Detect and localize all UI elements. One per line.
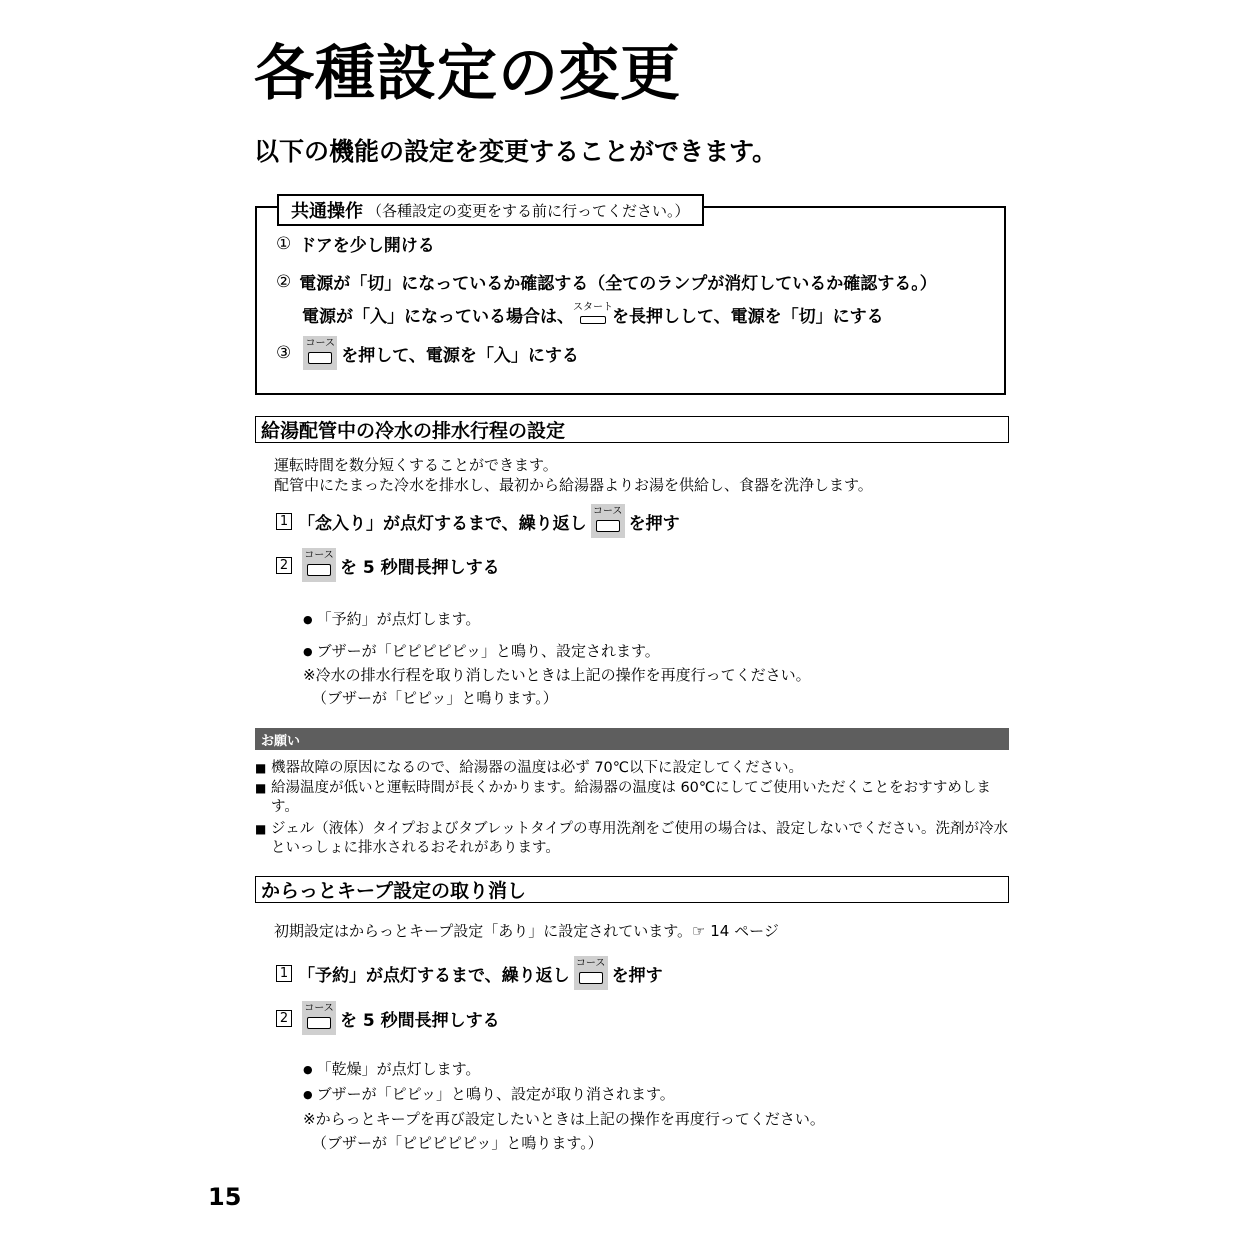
section1-intro-line-1: 運転時間を数分短くすることができます。 bbox=[274, 456, 558, 474]
key-label: コース bbox=[304, 550, 334, 561]
page-title: 各種設定の変更 bbox=[254, 39, 681, 109]
common-step-2 bbox=[276, 269, 937, 294]
request-text: 機器故障の原因になるので、給湯器の温度は必ず 70℃以下に設定してください。 bbox=[271, 760, 804, 776]
common-label-main: 共通操作 bbox=[291, 201, 363, 222]
page-subtitle: 以下の機能の設定を変更することができます。 bbox=[254, 137, 778, 166]
course-key-icon bbox=[302, 1001, 336, 1035]
section2-intro: 初期設定はからっとキープ設定「あり」に設定されています。☞ 14 ページ bbox=[274, 922, 779, 940]
key-label: コース bbox=[592, 506, 623, 517]
section1-intro-line-2: 配管中にたまった冷水を排水し、最初から給湯器よりお湯を供給し、食器を洗浄します。 bbox=[274, 476, 873, 494]
request-text: ジェル（液体）タイプおよびタブレットタイプの専用洗剤をご使用の場合は、設定しないでください。洗剤が冷水といっしょに排水されるおそれがあります。 bbox=[271, 821, 1009, 856]
step-text: 「予約」が点灯するまで、繰り返し bbox=[298, 965, 570, 986]
square-bullet-icon: ■ bbox=[255, 761, 267, 775]
square-bullet-icon: ■ bbox=[255, 781, 267, 795]
request-item-1 bbox=[255, 759, 1011, 778]
section1-step-1 bbox=[276, 504, 680, 538]
step-number-box: 2 bbox=[276, 1010, 292, 1027]
section1-remark-2: （ブザーが「ピピッ」と鳴ります。） bbox=[312, 689, 558, 707]
course-key-icon bbox=[574, 956, 608, 990]
section2-note-2: ● ブザーが「ピピッ」と鳴り、設定が取り消されます。 bbox=[303, 1083, 675, 1104]
step-number: ② bbox=[276, 271, 292, 292]
request-header: お願い bbox=[255, 728, 1009, 750]
step-number: ① bbox=[276, 233, 292, 254]
section2-note-1: ● 「乾燥」が点灯します。 bbox=[303, 1058, 480, 1079]
common-label-sub: （各種設定の変更をする前に行ってください。） bbox=[367, 201, 690, 220]
step-text: 電源が「入」になっている場合は、 bbox=[302, 306, 574, 327]
section1-step-2 bbox=[276, 548, 500, 582]
key-label: コース bbox=[575, 958, 606, 969]
step-text: を 5 秒間長押しする bbox=[340, 1010, 500, 1031]
common-step-2-sub bbox=[302, 300, 884, 328]
section1-note-2: ● ブザーが「ピピピピピッ」と鳴り、設定されます。 bbox=[303, 640, 660, 661]
course-key-icon bbox=[303, 336, 337, 370]
key-label: スタート bbox=[573, 302, 613, 313]
section2-remark-1: ※からっとキープを再び設定したいときは上記の操作を再度行ってください。 bbox=[303, 1110, 825, 1128]
common-step-1 bbox=[276, 231, 435, 256]
step-number: ③ bbox=[276, 343, 292, 363]
step-number-box: 1 bbox=[276, 965, 292, 982]
common-step-3 bbox=[276, 336, 579, 370]
key-label: コース bbox=[305, 338, 335, 349]
section2-remark-2: （ブザーが「ピピピピピッ」と鳴ります。） bbox=[312, 1134, 603, 1152]
request-text: 給湯温度が低いと運転時間が長くかかります。給湯器の温度は 60℃にしてご使用いただくことをおすすめします。 bbox=[271, 780, 991, 815]
request-item-3 bbox=[255, 820, 1011, 858]
section2-step-2 bbox=[276, 1001, 500, 1035]
section1-note-1: ● 「予約」が点灯します。 bbox=[303, 608, 480, 629]
step-text: を 5 秒間長押しする bbox=[340, 557, 500, 578]
step-text: を押して、電源を「入」にする bbox=[341, 345, 579, 366]
step-text: 「念入り」が点灯するまで、繰り返し bbox=[298, 513, 587, 534]
section-header-cold-water-drain: 給湯配管中の冷水の排水行程の設定 bbox=[255, 416, 1009, 443]
step-text: を押す bbox=[611, 965, 663, 986]
request-item-2 bbox=[255, 779, 1011, 817]
step-number-box: 2 bbox=[276, 557, 292, 574]
common-operation-label bbox=[277, 194, 704, 226]
start-key-icon bbox=[573, 300, 613, 328]
course-key-icon bbox=[302, 548, 336, 582]
section2-step-1 bbox=[276, 956, 663, 990]
step-number-box: 1 bbox=[276, 513, 292, 530]
step-text: を押す bbox=[628, 513, 680, 534]
page-number: 15 bbox=[208, 1183, 242, 1211]
section1-remark-1: ※冷水の排水行程を取り消したいときは上記の操作を再度行ってください。 bbox=[303, 666, 811, 684]
course-key-icon bbox=[591, 504, 625, 538]
step-text: を長押しして、電源を「切」にする bbox=[612, 306, 884, 327]
step-text: ドアを少し開ける bbox=[299, 236, 435, 256]
key-label: コース bbox=[304, 1003, 334, 1014]
step-text: 電源が「切」になっているか確認する（全てのランプが消灯しているか確認する。） bbox=[299, 274, 937, 294]
square-bullet-icon: ■ bbox=[255, 822, 267, 836]
section-header-karatto-keep: からっとキープ設定の取り消し bbox=[255, 876, 1009, 903]
